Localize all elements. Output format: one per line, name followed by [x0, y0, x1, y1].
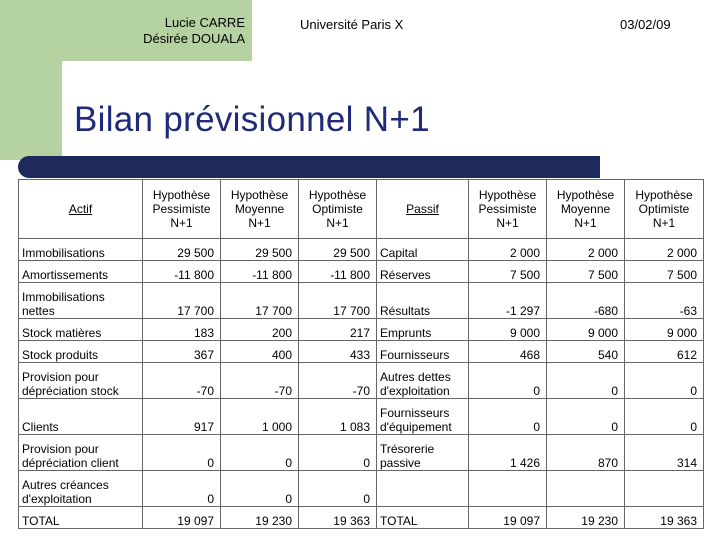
actif-value-moyenne: 29 500	[221, 239, 299, 261]
actif-value-pessimiste: 17 700	[143, 283, 221, 319]
passif-value-moyenne	[547, 471, 625, 507]
actif-label: Amortissements	[19, 261, 143, 283]
actif-value-optimiste: 0	[299, 471, 377, 507]
header-actif-moyenne: Hypothèse Moyenne N+1	[221, 180, 299, 239]
actif-label: Immobilisations nettes	[19, 283, 143, 319]
passif-value-optimiste: 19 363	[625, 507, 704, 529]
passif-label: Réserves	[377, 261, 469, 283]
table-row	[19, 507, 704, 529]
passif-value-pessimiste	[469, 471, 547, 507]
actif-value-optimiste: 217	[299, 319, 377, 341]
passif-label: Fournisseurs	[377, 341, 469, 363]
actif-value-moyenne: 0	[221, 471, 299, 507]
actif-value-pessimiste: 29 500	[143, 239, 221, 261]
passif-value-optimiste: 9 000	[625, 319, 704, 341]
header-actif-optimiste: Hypothèse Optimiste N+1	[299, 180, 377, 239]
decorative-green-column	[0, 0, 62, 160]
passif-value-optimiste: 7 500	[625, 261, 704, 283]
actif-label: Immobilisations	[19, 239, 143, 261]
actif-value-moyenne: 17 700	[221, 283, 299, 319]
actif-value-pessimiste: 0	[143, 471, 221, 507]
actif-value-optimiste: 29 500	[299, 239, 377, 261]
passif-value-moyenne: 7 500	[547, 261, 625, 283]
passif-label: Emprunts	[377, 319, 469, 341]
passif-value-pessimiste: 468	[469, 341, 547, 363]
table-row	[19, 341, 704, 363]
passif-value-optimiste	[625, 471, 704, 507]
passif-value-pessimiste: 19 097	[469, 507, 547, 529]
passif-value-optimiste: 0	[625, 363, 704, 399]
header-passif-moyenne: Hypothèse Moyenne N+1	[547, 180, 625, 239]
author-1: Lucie CARRE	[164, 15, 245, 30]
header-actif-pessimiste: Hypothèse Pessimiste N+1	[143, 180, 221, 239]
actif-value-pessimiste: -11 800	[143, 261, 221, 283]
actif-value-pessimiste: 367	[143, 341, 221, 363]
passif-value-pessimiste: 0	[469, 399, 547, 435]
passif-value-optimiste: -63	[625, 283, 704, 319]
actif-value-moyenne: 19 230	[221, 507, 299, 529]
author-2: Désirée DOUALA	[143, 31, 245, 46]
passif-value-pessimiste: 2 000	[469, 239, 547, 261]
balance-sheet-table	[18, 179, 704, 529]
actif-label: Stock produits	[19, 341, 143, 363]
actif-value-optimiste: 433	[299, 341, 377, 363]
passif-value-pessimiste: 1 426	[469, 435, 547, 471]
passif-value-optimiste: 2 000	[625, 239, 704, 261]
actif-value-moyenne: 1 000	[221, 399, 299, 435]
slide-title: Bilan prévisionnel N+1	[74, 100, 430, 139]
passif-value-moyenne: 540	[547, 341, 625, 363]
passif-label: Résultats	[377, 283, 469, 319]
table-row	[19, 363, 704, 399]
passif-value-pessimiste: 9 000	[469, 319, 547, 341]
actif-value-optimiste: 0	[299, 435, 377, 471]
university: Université Paris X	[300, 17, 404, 32]
passif-value-pessimiste: -1 297	[469, 283, 547, 319]
table-row	[19, 471, 704, 507]
passif-label	[377, 471, 469, 507]
header-passif: Passif	[377, 180, 469, 239]
passif-value-pessimiste: 7 500	[469, 261, 547, 283]
actif-value-moyenne: -11 800	[221, 261, 299, 283]
table-row	[19, 399, 704, 435]
actif-label: Provision pour dépréciation client	[19, 435, 143, 471]
actif-label: Provision pour dépréciation stock	[19, 363, 143, 399]
passif-label: Autres dettes d'exploitation	[377, 363, 469, 399]
passif-label: TOTAL	[377, 507, 469, 529]
passif-value-moyenne: -680	[547, 283, 625, 319]
actif-value-optimiste: 17 700	[299, 283, 377, 319]
decorative-curve	[62, 61, 102, 101]
table-row	[19, 283, 704, 319]
passif-value-moyenne: 2 000	[547, 239, 625, 261]
actif-label: Clients	[19, 399, 143, 435]
actif-value-optimiste: 1 083	[299, 399, 377, 435]
passif-value-moyenne: 0	[547, 363, 625, 399]
passif-value-moyenne: 9 000	[547, 319, 625, 341]
actif-value-moyenne: 200	[221, 319, 299, 341]
passif-value-moyenne: 870	[547, 435, 625, 471]
actif-label: Stock matières	[19, 319, 143, 341]
table-row	[19, 261, 704, 283]
actif-label: Autres créances d'exploitation	[19, 471, 143, 507]
passif-label: Fournisseurs d'équipement	[377, 399, 469, 435]
header-passif-pessimiste: Hypothèse Pessimiste N+1	[469, 180, 547, 239]
actif-value-moyenne: 400	[221, 341, 299, 363]
header-actif: Actif	[19, 180, 143, 239]
actif-value-moyenne: -70	[221, 363, 299, 399]
actif-value-pessimiste: 19 097	[143, 507, 221, 529]
header-passif-optimiste: Hypothèse Optimiste N+1	[625, 180, 704, 239]
table-row	[19, 435, 704, 471]
slide-date: 03/02/09	[620, 17, 671, 32]
actif-value-optimiste: -70	[299, 363, 377, 399]
actif-value-moyenne: 0	[221, 435, 299, 471]
passif-value-pessimiste: 0	[469, 363, 547, 399]
table-row	[19, 319, 704, 341]
actif-value-optimiste: 19 363	[299, 507, 377, 529]
table-row	[19, 239, 704, 261]
authors	[100, 15, 245, 47]
passif-label: Trésorerie passive	[377, 435, 469, 471]
actif-label: TOTAL	[19, 507, 143, 529]
passif-label: Capital	[377, 239, 469, 261]
passif-value-moyenne: 0	[547, 399, 625, 435]
actif-value-pessimiste: 0	[143, 435, 221, 471]
actif-value-pessimiste: -70	[143, 363, 221, 399]
actif-value-optimiste: -11 800	[299, 261, 377, 283]
passif-value-optimiste: 0	[625, 399, 704, 435]
passif-value-optimiste: 314	[625, 435, 704, 471]
actif-value-pessimiste: 917	[143, 399, 221, 435]
passif-value-optimiste: 612	[625, 341, 704, 363]
title-underline-bar	[18, 156, 600, 178]
actif-value-pessimiste: 183	[143, 319, 221, 341]
table-header-row	[19, 180, 704, 239]
passif-value-moyenne: 19 230	[547, 507, 625, 529]
